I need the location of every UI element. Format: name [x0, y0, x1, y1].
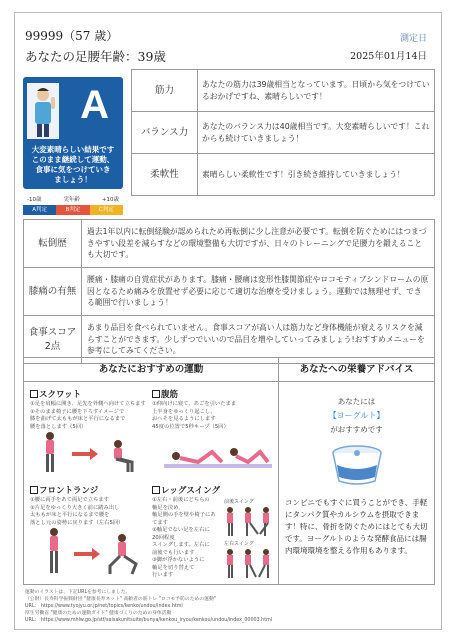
- grade-message: 大変素晴らしい結果です このまま継続して運動、 食事に気をつけていき ましょう！: [23, 143, 123, 189]
- thumbs-up-person-icon: [27, 83, 59, 139]
- footer-references: 運動のイラストは、下記URLを参考にしました。 （公財）長寿科学振興財団 "健康長寿ネット" 高齢者の筋トレ "ロコモ予防のための運動" URL： https://www.tyojyu.or.jp/net/topics/kenko/undou/index.html 厚生労働省 "健康のための運動ガイド" 健康づくりのための身体活動 URL： https://www.mhlw.go.jp/stf/seisakunitsuite/bunya/kenkou_iryou/kenkou/undou/index_00003.html: [25, 590, 273, 623]
- report-page: [14, 12, 442, 630]
- grade-letter: A: [80, 83, 109, 127]
- header-left: [25, 27, 166, 65]
- table-row: [132, 70, 435, 112]
- scale-bar: [23, 205, 123, 215]
- patient-id-age: 99999（57 歳）: [25, 29, 119, 43]
- page-title: あなたの足腰年齢：39歳: [25, 49, 166, 64]
- grade-panel: [23, 77, 123, 225]
- recommended-food: 【ヨーグルト】: [328, 411, 385, 420]
- nutrition-panel: [278, 358, 434, 584]
- table-row: [132, 154, 435, 196]
- grade-banner: [23, 77, 123, 143]
- table-row: [24, 220, 435, 268]
- squat-illustration-icon: [36, 430, 146, 476]
- eval-label: バランス力: [132, 112, 198, 154]
- eval-label: 筋力: [132, 70, 198, 112]
- scale-band-a: A判定: [23, 205, 56, 215]
- info-label: 転倒歴: [24, 220, 82, 268]
- info-label: 食事スコア 2点: [24, 316, 82, 364]
- info-label: 膝痛の有無: [24, 268, 82, 316]
- eval-label: 柔軟性: [132, 154, 198, 196]
- checkbox-icon: [152, 390, 160, 398]
- evaluation-table: [131, 69, 435, 196]
- lunge-illustration-icon: [38, 526, 146, 578]
- history-table: [23, 219, 435, 364]
- exercise-squat: スクワット ①足を肩幅に開き、足先を外側へ向けて立ちます ②そのまま椅子に腰を下ろすイメージで 膝を曲げて太ももが床と平行になるまで 腰を落とします（5回）: [30, 390, 146, 430]
- illus-label-side: 左右スイング: [224, 541, 254, 547]
- table-row: [24, 268, 435, 316]
- checkbox-icon: [152, 486, 160, 494]
- yogurt-icon: [329, 443, 385, 487]
- eval-text: あなたのバランス力は40歳相当です。大変素晴らしいです！これからも続けていきましょう！: [198, 112, 435, 154]
- recommendation-panels: [23, 357, 435, 585]
- checkbox-icon: [30, 486, 38, 494]
- nutrition-recommend: がおすすめです: [330, 425, 383, 434]
- nutrition-title: あなたへの栄養アドバイス: [279, 358, 434, 382]
- exercise-leg-swing: レッグスイング ①左右・前後にどちらの 軸足を決め、 軸足側の手を壁や椅子にあてます ②軸足でない足を左右に20回程度 スイングします。左右に 前後でも行います ③脚が浮かないように 軸足を切り替えて 行います: [152, 486, 220, 578]
- exercise-abs: 腹筋 ①仰向けに寝て、あごを引いたまま 上半身をゆっくり起こし、 おへそを見るようにします 45度の位置で5秒キープ（5回）: [152, 390, 237, 430]
- header-right: [350, 31, 427, 62]
- crunch-illustration-icon: [164, 440, 272, 470]
- scale-band-b: B判定: [56, 205, 89, 215]
- nutrition-you: あなたには: [337, 397, 376, 406]
- exercise-title: あなたにおすすめの運動: [24, 358, 278, 382]
- scale-band-c: C判定: [90, 205, 123, 215]
- date-label: 測定日: [399, 34, 427, 44]
- nutrition-advice: コンビニでもすぐに買うことができ、手軽にタンパク質やカルシウムを摂取できます！特に、骨折を防ぐためにはとても大切です。ヨーグルトのような発酵食品には腸内環境環境を整える作用もあります。: [285, 498, 428, 555]
- table-row: [132, 112, 435, 154]
- info-text: 過去1年以内に転倒経験が認められため再転倒に少し注意が必要です。転倒を防ぐためにはつまづきやすい段差を減らすなどの環境整備も大切ですが、日々のトレーニングで足腰力を鍛えることも大切です。: [82, 220, 435, 268]
- info-text: あまり品目を食べられていません。食事スコアが高い人は筋力など身体機能が衰えるリスクを減らすことができます。少しずつでいいので品目を増やしていってみましょう!おすすめメニューを参考にしてみてください。: [82, 316, 435, 364]
- measure-date: 2025年01月14日: [350, 51, 427, 62]
- exercise-panel: [24, 358, 278, 584]
- checkbox-icon: [30, 390, 38, 398]
- illus-label-front-back: 前後スイング: [224, 499, 254, 505]
- scale-labels: -10歳 実年齢 +10歳: [27, 197, 119, 203]
- front-swing-illustration-icon: [220, 506, 274, 538]
- exercise-lunge: フロントランジ ①腰に両手をあて両足で立ちます ②片足をゆっくり大きく前に踏み出し 太ももが床と平行になるまで腰を 落とし元の姿勢に戻ります（左右5回）: [30, 486, 124, 526]
- info-text: 腰痛・膝痛の自覚症状があります。膝痛・腰痛は変形性膝関節症やロコモティブシンドロームの原因となるため痛みを放置せず必要に応じて適切な治療を受けましょう。運動では無理せず、できる範囲で行いましょう！: [82, 268, 435, 316]
- side-swing-illustration-icon: [220, 548, 274, 580]
- eval-text: あなたの筋力は39歳相当となっています。日頃から気をつけているおかげですね、素晴らしいです！: [198, 70, 435, 112]
- eval-text: 素晴らしい柔軟性です！引き続き維持していきましょう！: [198, 154, 435, 196]
